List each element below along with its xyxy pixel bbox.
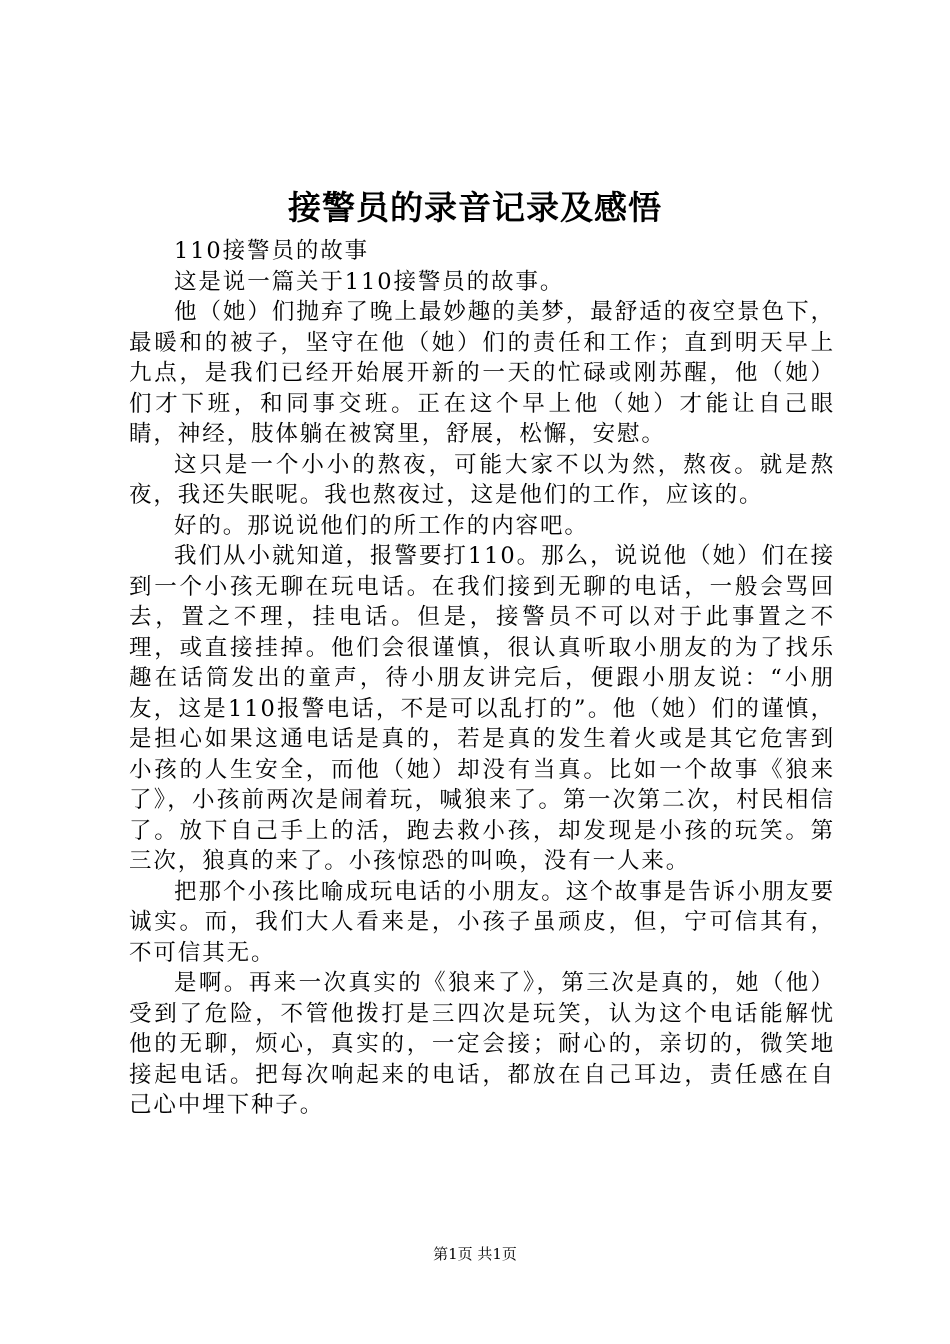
paragraph-staying-up: 这只是一个小小的熬夜，可能大家不以为然，熬夜。就是熬夜，我还失眠呢。我也熬夜过，这是他们的工作，应该的。 bbox=[129, 451, 835, 508]
paragraph-subtitle: 110接警员的故事 bbox=[174, 238, 370, 264]
document-body bbox=[129, 236, 835, 1121]
paragraph-metaphor: 把那个小孩比喻成玩电话的小朋友。这个故事是告诉小朋友要诚实。而，我们大人看来是，小孩子虽顽皮，但，宁可信其有，不可信其无。 bbox=[129, 878, 835, 966]
page-footer: 第1页 共1页 bbox=[433, 1245, 517, 1263]
paragraph-transition: 好的。那说说他们的所工作的内容吧。 bbox=[174, 512, 589, 539]
paragraph-intro: 这是说一篇关于110接警员的故事。 bbox=[174, 268, 565, 295]
document-title: 接警员的录音记录及感悟 bbox=[288, 188, 662, 227]
paragraph-prank-calls: 我们从小就知道，报警要打110。那么，说说他（她）们在接到一个小孩无聊在玩电话。在我们接到无聊的电话，一般会骂回去，置之不理，挂电话。但是，接警员不可以对于此事置之不理，或直接挂掉。他们会很谨慎，很认真听取小朋友的为了找乐趣在话筒发出的童声，待小朋友讲完后，便跟小朋友说：“小朋友，这是110报警电话，不是可以乱打的”。他（她）们的谨慎，是担心如果这通电话是真的，若是真的发生着火或是其它危害到小孩的人生安全，而他（她）却没有当真。比如一个故事《狼来了》，小孩前两次是闹着玩，喊狼来了。第一次第二次，村民相信了。放下自己手上的活，跑去救小孩，却发现是小孩的玩笑。第三次，狼真的来了。小孩惊恐的叫唤，没有一人来。 bbox=[129, 543, 835, 874]
paragraph-night-shift: 他（她）们抛弃了晚上最妙趣的美梦，最舒适的夜空景色下，最暖和的被子，坚守在他（她）们的责任和工作；直到明天早上九点，是我们已经开始展开新的一天的忙碌或刚苏醒，他（她）们才下班，和同事交班。正在这个早上他（她）才能让自己眼睛，神经，肢体躺在被窝里，舒展，松懈，安慰。 bbox=[129, 299, 835, 447]
paragraph-responsibility: 是啊。再来一次真实的《狼来了》，第三次是真的，她（他）受到了危险，不管他拨打是三四次是玩笑，认为这个电话能解忧他的无聊，烦心，真实的，一定会接；耐心的，亲切的，微笑地接起电话。把每次响起来的电话，都放在自己耳边，责任感在自己心中埋下种子。 bbox=[129, 970, 835, 1118]
